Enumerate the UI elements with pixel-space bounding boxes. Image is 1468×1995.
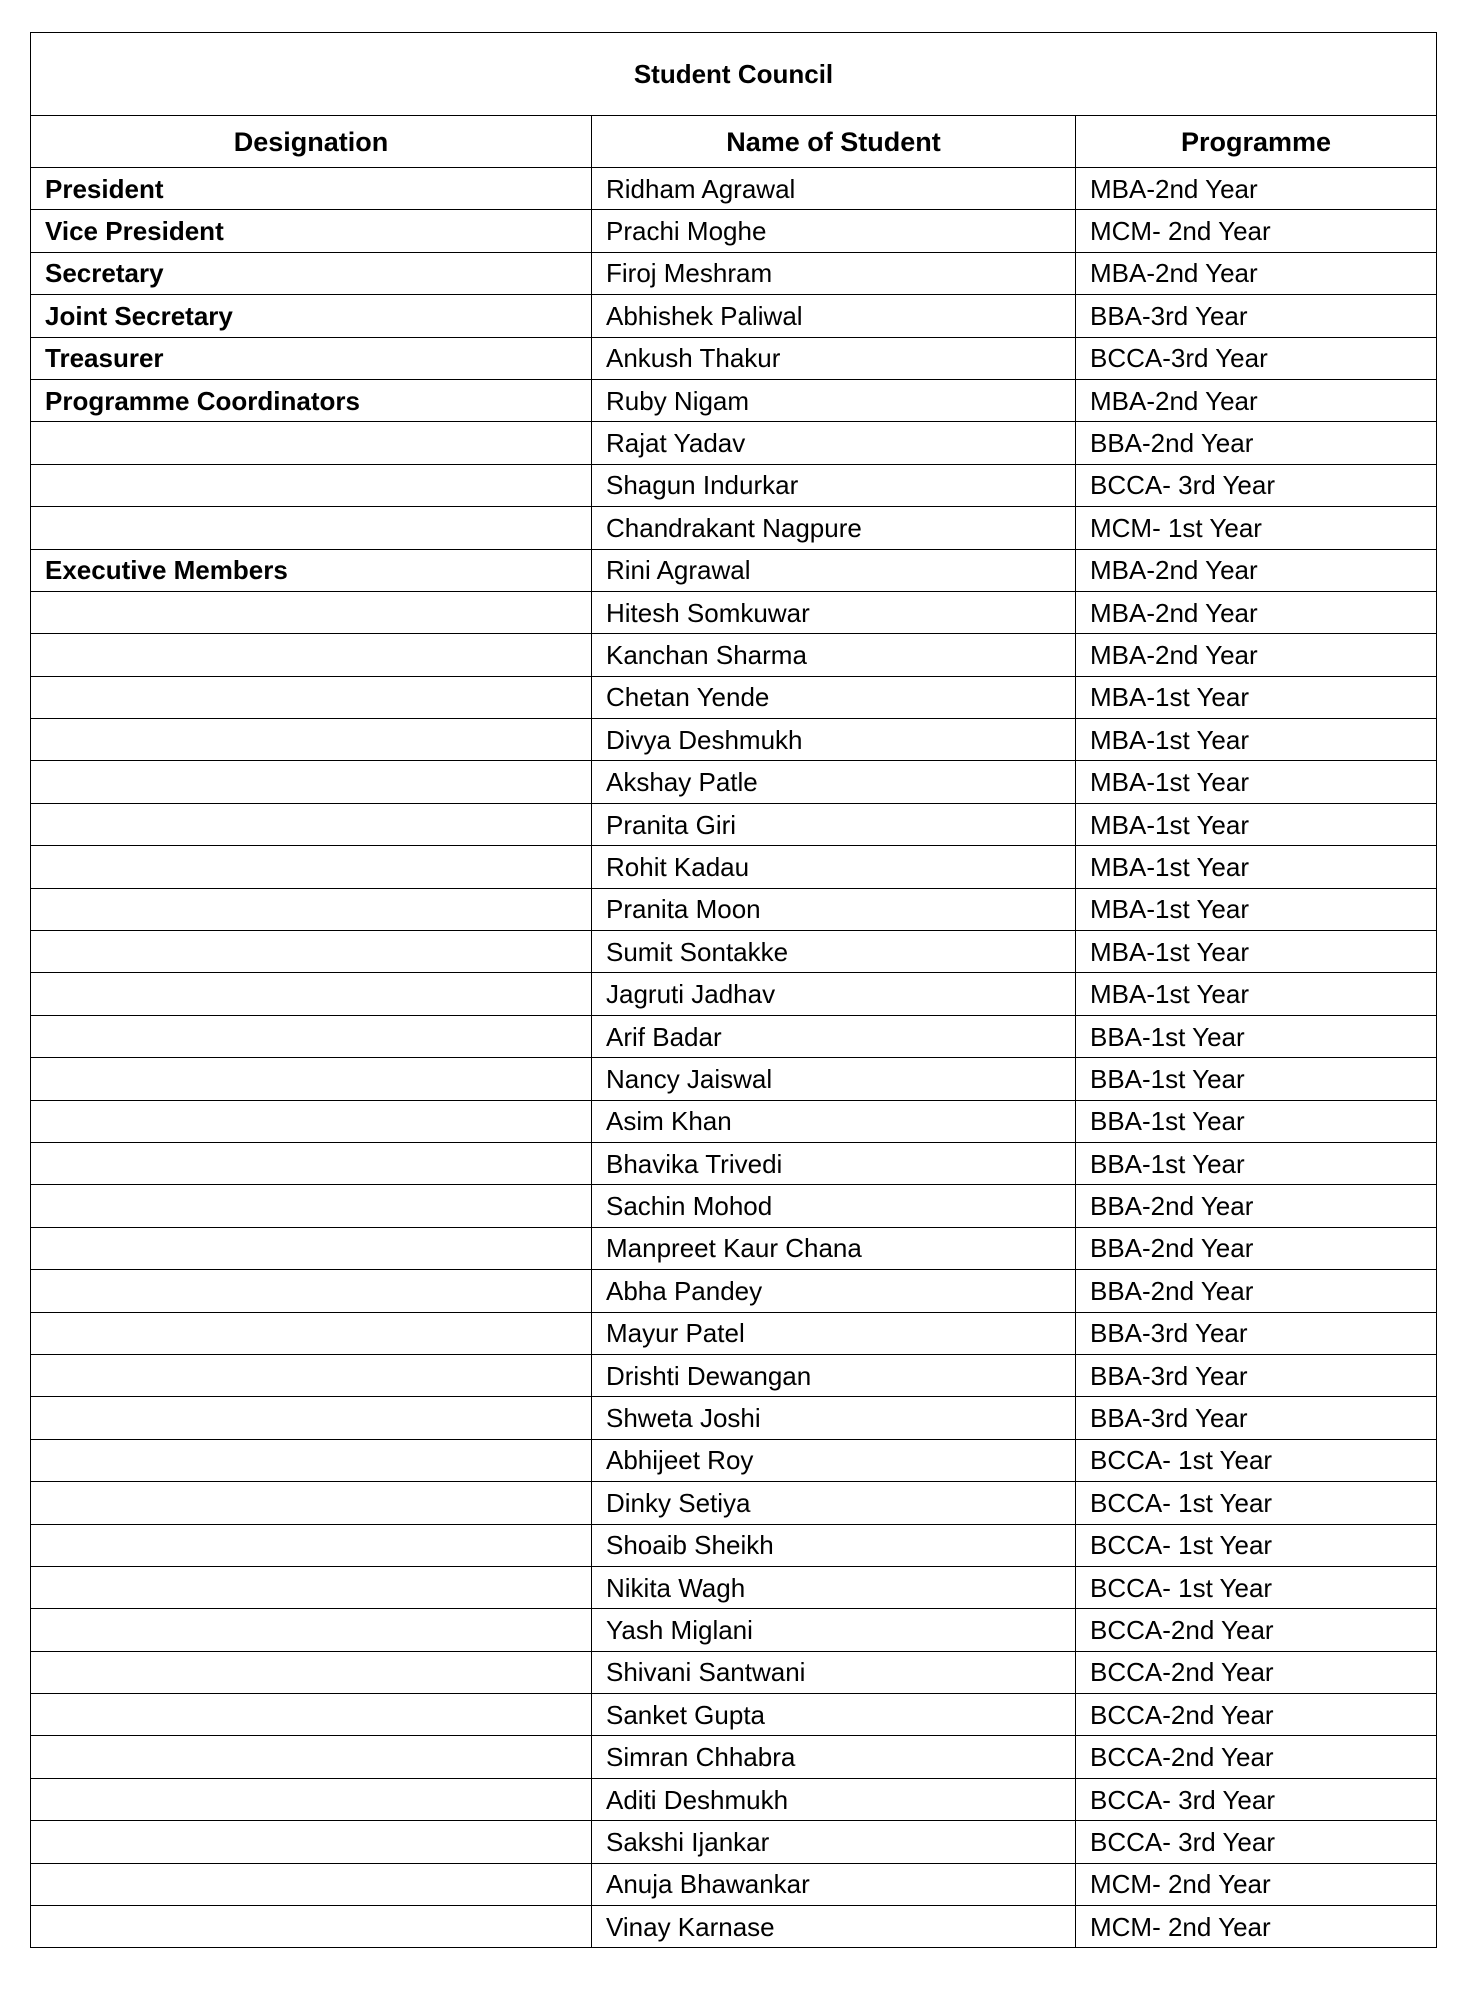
table-row — [31, 1906, 1437, 1948]
designation-cell: Executive Members — [31, 549, 592, 591]
student-name-cell: Rini Agrawal — [592, 549, 1076, 591]
student-name-cell: Sachin Mohod — [592, 1185, 1076, 1227]
student-name-cell: Bhavika Trivedi — [592, 1142, 1076, 1184]
designation-cell — [31, 931, 592, 973]
table-row — [31, 379, 1437, 421]
programme-cell: MBA-2nd Year — [1076, 168, 1437, 210]
designation-cell — [31, 1312, 592, 1354]
designation-cell — [31, 1566, 592, 1608]
student-name-cell: Arif Badar — [592, 1015, 1076, 1057]
table-title: Student Council — [31, 33, 1437, 116]
programme-cell: BCCA- 3rd Year — [1076, 464, 1437, 506]
programme-cell: BCCA- 3rd Year — [1076, 1778, 1437, 1820]
student-name-cell: Simran Chhabra — [592, 1736, 1076, 1778]
student-name-cell: Shivani Santwani — [592, 1651, 1076, 1693]
designation-cell — [31, 1821, 592, 1863]
document-page — [30, 32, 1436, 1948]
student-name-cell: Pranita Moon — [592, 888, 1076, 930]
designation-cell — [31, 1482, 592, 1524]
designation-cell — [31, 464, 592, 506]
student-name-cell: Hitesh Somkuwar — [592, 591, 1076, 633]
designation-cell — [31, 1397, 592, 1439]
designation-cell — [31, 1058, 592, 1100]
table-row — [31, 846, 1437, 888]
table-title-row — [31, 33, 1437, 116]
programme-cell: BBA-3rd Year — [1076, 1312, 1437, 1354]
programme-cell: MBA-2nd Year — [1076, 634, 1437, 676]
designation-cell — [31, 1609, 592, 1651]
programme-cell: BBA-3rd Year — [1076, 295, 1437, 337]
programme-cell: BCCA-2nd Year — [1076, 1694, 1437, 1736]
programme-cell: MBA-1st Year — [1076, 803, 1437, 845]
student-name-cell: Kanchan Sharma — [592, 634, 1076, 676]
student-name-cell: Prachi Moghe — [592, 210, 1076, 252]
programme-cell: BBA-3rd Year — [1076, 1354, 1437, 1396]
designation-cell: Treasurer — [31, 337, 592, 379]
programme-cell: BCCA- 1st Year — [1076, 1439, 1437, 1481]
programme-cell: BBA-1st Year — [1076, 1142, 1437, 1184]
table-row — [31, 295, 1437, 337]
student-name-cell: Yash Miglani — [592, 1609, 1076, 1651]
student-name-cell: Abhishek Paliwal — [592, 295, 1076, 337]
student-name-cell: Sanket Gupta — [592, 1694, 1076, 1736]
table-row — [31, 464, 1437, 506]
student-name-cell: Abhijeet Roy — [592, 1439, 1076, 1481]
designation-cell — [31, 1100, 592, 1142]
programme-cell: BCCA-3rd Year — [1076, 337, 1437, 379]
student-name-cell: Akshay Patle — [592, 761, 1076, 803]
student-name-cell: Sakshi Ijankar — [592, 1821, 1076, 1863]
designation-cell — [31, 634, 592, 676]
table-row — [31, 1482, 1437, 1524]
table-row — [31, 931, 1437, 973]
programme-cell: BBA-2nd Year — [1076, 422, 1437, 464]
student-name-cell: Sumit Sontakke — [592, 931, 1076, 973]
designation-cell — [31, 1185, 592, 1227]
student-name-cell: Chetan Yende — [592, 676, 1076, 718]
student-name-cell: Rajat Yadav — [592, 422, 1076, 464]
table-row — [31, 888, 1437, 930]
table-row — [31, 1609, 1437, 1651]
programme-cell: MBA-2nd Year — [1076, 591, 1437, 633]
table-row — [31, 973, 1437, 1015]
table-row — [31, 1694, 1437, 1736]
column-header-name: Name of Student — [592, 116, 1076, 168]
table-row — [31, 1778, 1437, 1820]
programme-cell: BBA-1st Year — [1076, 1015, 1437, 1057]
designation-cell — [31, 591, 592, 633]
table-row — [31, 1524, 1437, 1566]
student-name-cell: Pranita Giri — [592, 803, 1076, 845]
student-name-cell: Divya Deshmukh — [592, 719, 1076, 761]
designation-cell — [31, 1906, 592, 1948]
table-row — [31, 591, 1437, 633]
programme-cell: BBA-3rd Year — [1076, 1397, 1437, 1439]
student-name-cell: Drishti Dewangan — [592, 1354, 1076, 1396]
student-name-cell: Shagun Indurkar — [592, 464, 1076, 506]
designation-cell — [31, 1142, 592, 1184]
table-row — [31, 1397, 1437, 1439]
student-name-cell: Manpreet Kaur Chana — [592, 1227, 1076, 1269]
programme-cell: BCCA- 1st Year — [1076, 1566, 1437, 1608]
student-name-cell: Anuja Bhawankar — [592, 1863, 1076, 1905]
programme-cell: BCCA- 1st Year — [1076, 1482, 1437, 1524]
table-row — [31, 1185, 1437, 1227]
table-row — [31, 1142, 1437, 1184]
designation-cell — [31, 761, 592, 803]
programme-cell: MBA-2nd Year — [1076, 379, 1437, 421]
student-council-table — [30, 32, 1437, 1948]
programme-cell: MBA-2nd Year — [1076, 252, 1437, 294]
designation-cell — [31, 676, 592, 718]
programme-cell: MBA-1st Year — [1076, 676, 1437, 718]
programme-cell: BBA-1st Year — [1076, 1100, 1437, 1142]
table-row — [31, 549, 1437, 591]
programme-cell: MBA-1st Year — [1076, 973, 1437, 1015]
programme-cell: MBA-2nd Year — [1076, 549, 1437, 591]
table-row — [31, 507, 1437, 549]
table-row — [31, 1015, 1437, 1057]
designation-cell: Secretary — [31, 252, 592, 294]
student-name-cell: Nikita Wagh — [592, 1566, 1076, 1608]
designation-cell — [31, 1270, 592, 1312]
table-row — [31, 1439, 1437, 1481]
programme-cell: BCCA- 1st Year — [1076, 1524, 1437, 1566]
table-header-row — [31, 116, 1437, 168]
table-row — [31, 1058, 1437, 1100]
designation-cell — [31, 803, 592, 845]
programme-cell: MBA-1st Year — [1076, 761, 1437, 803]
table-row — [31, 1312, 1437, 1354]
programme-cell: BCCA-2nd Year — [1076, 1651, 1437, 1693]
student-name-cell: Ankush Thakur — [592, 337, 1076, 379]
student-name-cell: Ridham Agrawal — [592, 168, 1076, 210]
designation-cell — [31, 507, 592, 549]
table-row — [31, 252, 1437, 294]
student-name-cell: Abha Pandey — [592, 1270, 1076, 1312]
student-name-cell: Shoaib Sheikh — [592, 1524, 1076, 1566]
designation-cell — [31, 1439, 592, 1481]
designation-cell: President — [31, 168, 592, 210]
programme-cell: BBA-2nd Year — [1076, 1270, 1437, 1312]
designation-cell — [31, 719, 592, 761]
student-name-cell: Shweta Joshi — [592, 1397, 1076, 1439]
programme-cell: MBA-1st Year — [1076, 719, 1437, 761]
student-name-cell: Mayur Patel — [592, 1312, 1076, 1354]
programme-cell: MCM- 2nd Year — [1076, 1863, 1437, 1905]
programme-cell: MBA-1st Year — [1076, 931, 1437, 973]
programme-cell: MBA-1st Year — [1076, 846, 1437, 888]
student-name-cell: Rohit Kadau — [592, 846, 1076, 888]
table-row — [31, 1227, 1437, 1269]
programme-cell: BCCA-2nd Year — [1076, 1736, 1437, 1778]
designation-cell — [31, 1694, 592, 1736]
table-row — [31, 634, 1437, 676]
student-name-cell: Dinky Setiya — [592, 1482, 1076, 1524]
designation-cell — [31, 1354, 592, 1396]
student-name-cell: Ruby Nigam — [592, 379, 1076, 421]
table-row — [31, 719, 1437, 761]
table-row — [31, 1100, 1437, 1142]
student-name-cell: Chandrakant Nagpure — [592, 507, 1076, 549]
column-header-programme: Programme — [1076, 116, 1437, 168]
table-body — [31, 168, 1437, 1948]
table-row — [31, 1566, 1437, 1608]
programme-cell: BBA-2nd Year — [1076, 1185, 1437, 1227]
designation-cell: Programme Coordinators — [31, 379, 592, 421]
designation-cell — [31, 422, 592, 464]
designation-cell: Vice President — [31, 210, 592, 252]
student-name-cell: Firoj Meshram — [592, 252, 1076, 294]
designation-cell: Joint Secretary — [31, 295, 592, 337]
designation-cell — [31, 973, 592, 1015]
designation-cell — [31, 1863, 592, 1905]
designation-cell — [31, 1524, 592, 1566]
table-row — [31, 210, 1437, 252]
table-row — [31, 803, 1437, 845]
table-row — [31, 761, 1437, 803]
designation-cell — [31, 1227, 592, 1269]
programme-cell: MCM- 1st Year — [1076, 507, 1437, 549]
table-row — [31, 1821, 1437, 1863]
student-name-cell: Vinay Karnase — [592, 1906, 1076, 1948]
column-header-designation: Designation — [31, 116, 592, 168]
programme-cell: MCM- 2nd Year — [1076, 1906, 1437, 1948]
designation-cell — [31, 1736, 592, 1778]
table-row — [31, 676, 1437, 718]
programme-cell: BCCA- 3rd Year — [1076, 1821, 1437, 1863]
designation-cell — [31, 888, 592, 930]
table-row — [31, 1354, 1437, 1396]
designation-cell — [31, 846, 592, 888]
table-row — [31, 337, 1437, 379]
programme-cell: BBA-1st Year — [1076, 1058, 1437, 1100]
student-name-cell: Nancy Jaiswal — [592, 1058, 1076, 1100]
student-name-cell: Jagruti Jadhav — [592, 973, 1076, 1015]
designation-cell — [31, 1651, 592, 1693]
student-name-cell: Asim Khan — [592, 1100, 1076, 1142]
designation-cell — [31, 1778, 592, 1820]
table-row — [31, 168, 1437, 210]
table-row — [31, 422, 1437, 464]
student-name-cell: Aditi Deshmukh — [592, 1778, 1076, 1820]
table-row — [31, 1270, 1437, 1312]
programme-cell: BBA-2nd Year — [1076, 1227, 1437, 1269]
programme-cell: MCM- 2nd Year — [1076, 210, 1437, 252]
programme-cell: BCCA-2nd Year — [1076, 1609, 1437, 1651]
table-row — [31, 1651, 1437, 1693]
table-row — [31, 1736, 1437, 1778]
table-row — [31, 1863, 1437, 1905]
programme-cell: MBA-1st Year — [1076, 888, 1437, 930]
designation-cell — [31, 1015, 592, 1057]
